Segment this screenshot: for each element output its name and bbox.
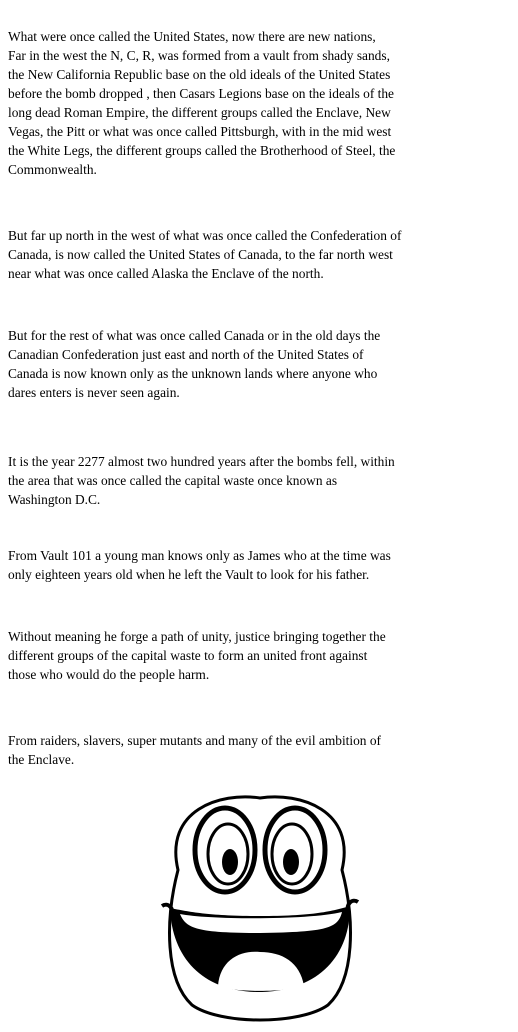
right-pupil xyxy=(283,849,299,875)
left-cheek-line xyxy=(162,905,172,916)
right-eye xyxy=(265,808,325,892)
paragraph-raiders-slavers: From raiders, slavers, super mutants and many of the evil ambition of the Enclave. xyxy=(8,733,381,767)
left-eye xyxy=(195,808,255,892)
paragraph-nations: What were once called the United States, now there are new nations, Far in the west the N, C, R, was formed from a vault from shady sands, the New California Republic base on the old ideals of the United States before the bomb dropped , then Casars Legions base on the ideals of the long dead Roman Empire, the different groups called the Enclave, New Vegas, the Pitt or what was once called Pittsburgh, with in the mid west the White Legs, the different groups called the Brotherhood of Steel, the Commonwealth. xyxy=(8,29,396,177)
paragraph-path-of-unity: Without meaning he forge a path of unity, justice bringing together the different groups of the capital waste to form an united front against those who would do the people harm. xyxy=(8,629,386,682)
paragraph-canada-north: But far up north in the west of what was once called the Confederation of Canada, is now called the United States of Canada, to the far north west near what was once called Alaska the Enclave of the north. xyxy=(8,228,402,281)
smiley-face-icon xyxy=(150,790,370,1025)
paragraph-year-2277: It is the year 2277 almost two hundred years after the bombs fell, within the area that was once called the capital waste once known as Washington D.C. xyxy=(8,454,395,507)
paragraph-vault-101: From Vault 101 a young man knows only as James who at the time was only eighteen years old when he left the Vault to look for his father. xyxy=(8,548,391,582)
right-cheek-line xyxy=(348,901,358,912)
left-pupil xyxy=(222,849,238,875)
paragraph-unknown-lands: But for the rest of what was once called Canada or in the old days the Canadian Confederation just east and north of the United States of Canada is now known only as the unknown lands where anyone who dares enters is never seen again. xyxy=(8,328,381,400)
